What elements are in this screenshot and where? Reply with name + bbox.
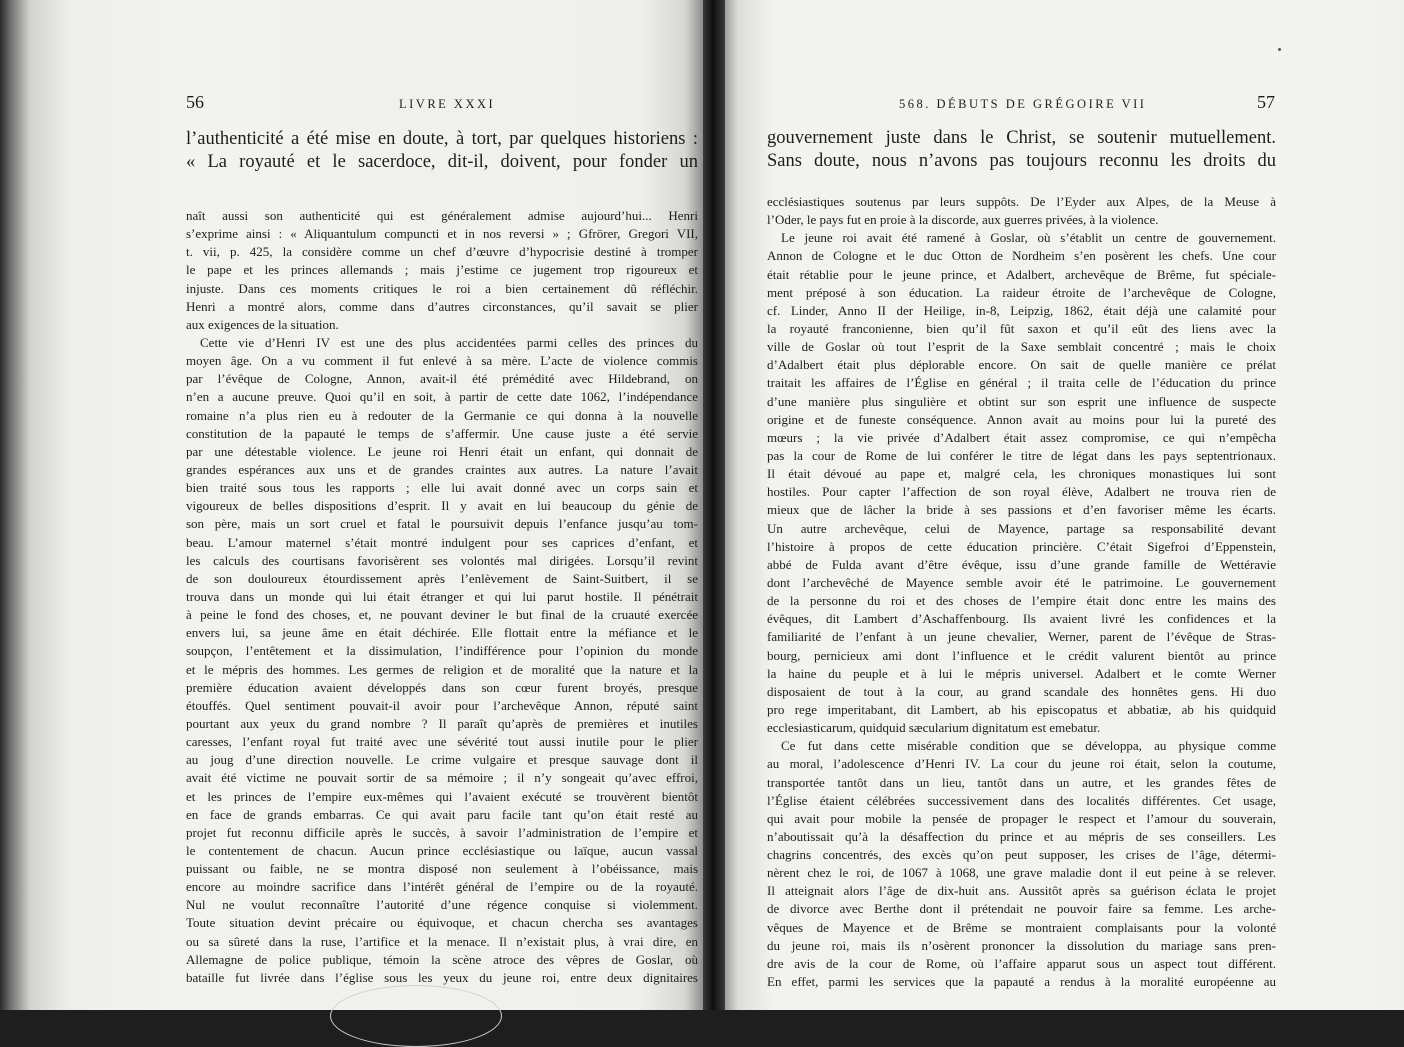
text-line: beau. L’amour maternel s’était montré indulgent pour ses caprices d’enfant, et [186, 534, 698, 550]
text-line: Toute situation devint précaire ou équivoque, et chacun chercha ses avantages [186, 915, 698, 931]
text-line: était rétablie pour le jeune prince, et Adalbert, archevêque de Brême, fut spéciale- [767, 266, 1276, 282]
text-line: aux exigences de la situation. [186, 316, 339, 332]
text-line: naît aussi son authenticité qui est généralement admise aujourd’hui... Henri [186, 208, 698, 223]
text-line: soupçon, l’entêtement et la dissimulation, l’indifférence pour l’opinion du monde [186, 643, 698, 659]
text-line: bataille fut livrée dans l’église sous les yeux du jeune roi, entre deux dignitaires [186, 969, 698, 985]
text-line: la royauté franconienne, bien qu’il fût saxon et qu’il eût des liens avec la [767, 320, 1276, 336]
text-line: les calculs des courtisans favorisèrent ses volontés mal dirigées. Lorsqu’il revint [186, 552, 698, 568]
text-line: disposaient de tout à la cour, au grand scandale des honnêtes gens. Hi duo [767, 683, 1276, 699]
text-line: grandes espérances aux uns et de grandes craintes aux autres. La nature l’avait [186, 461, 698, 477]
main-text-line: l’authenticité a été mise en doute, à tort, par quelques historiens : [186, 129, 698, 149]
text-line: évêques, dit Lambert d’Aschaffenbourg. Ils avaient livré les confidences et la [767, 611, 1276, 627]
main-text-line: gouvernement juste dans le Christ, se soutenir mutuellement. [767, 128, 1276, 148]
text-line: encore au moindre sacrifice dans l’intérêt général de l’empire ou de la royauté. [186, 879, 698, 895]
text-line: s’exprime ainsi : « Aliquantulum compuncti et in nos reversi » ; Gfrörer, Gregori VII, [186, 226, 698, 242]
text-line: Nul ne voulut reconnaître l’autorité d’une régence conquise si violemment. [186, 897, 698, 913]
text-line: transportée tantôt dans un lieu, tantôt dans un autre, et les grandes fêtes de [767, 774, 1276, 790]
text-line: mieux que de lâcher la bride à ses passions et d’en favoriser même les écarts. [767, 502, 1276, 518]
right-running-head: 568. DÉBUTS DE GRÉGOIRE VII [899, 97, 1147, 111]
text-line: nèrent chez le roi, de 1067 à 1068, une grave maladie dont il eut peine à se relever. [767, 865, 1276, 881]
text-line: bien traité sous tous les rapports ; elle lui avait donné avec un corps sain et [186, 480, 698, 496]
text-line: étouffés. Quel sentiment pouvait-il avoir pour l’archevêque Annon, réputé saint [186, 697, 698, 713]
text-line: et le mépris des hommes. Les germes de religion et de moralité que la nature et la [186, 661, 698, 677]
text-line: moyen âge. On a vu comment il fut enlevé à sa mère. L’acte de violence commis [186, 353, 698, 369]
text-line: En effet, parmi les services que la papauté a rendus à la moralité européenne au [767, 974, 1276, 990]
text-line: dre avis de la cour de Rome, où l’affaire apparut sous un aspect tout différent. [767, 955, 1276, 971]
main-text-line: Sans doute, nous n’avons pas toujours reconnu les droits du [767, 151, 1276, 171]
text-line: Il était dévoué au pape et, malgré cela, les chroniques monastiques lui sont [767, 466, 1276, 482]
text-line: pas la cour de Rome de lui conférer le titre de légat dans les pays septentrionaux. [767, 447, 1276, 463]
text-line: de son douloureux étourdissement après l’enlèvement de Saint-Suitbert, il se [186, 570, 698, 586]
text-line: du jeune roi, mais ils n’osèrent prononcer la dissolution du mariage sans pren- [767, 937, 1276, 953]
text-line: dont l’archevêché de Mayence semble avoir été le patrimoine. Le gouvernement [767, 574, 1276, 590]
text-line: à peine le fond des choses, et, ne pouvant deviner le but final de la cruauté exercée [186, 607, 698, 623]
text-line: cf. Linder, Anno II der Heilige, in-8, Leipzig, 1862, était déjà une calamité pour [767, 302, 1276, 318]
text-line: pourtant aux yeux du grand nombre ? Il paraît qu’après de premières et inutiles [186, 715, 698, 731]
text-line: pro rege imperitabant, dit Lambert, ab his episcopatus et abbatiæ, ab his quidquid [767, 701, 1276, 717]
text-line: Annon de Cologne et le duc Otton de Nordheim s’en posèrent les chefs. Une cour [767, 248, 1276, 264]
text-line: son père, mais un sort cruel et fatal le poursuivit depuis l’enfance jusqu’au tom- [186, 516, 698, 532]
text-line: ville de Goslar où tout l’esprit de la Saxe semblait concentré ; mais le choix [767, 339, 1276, 355]
text-line: Il atteignait alors l’âge de dix-huit ans. Aussitôt après sa guérison éclata le projet [767, 883, 1276, 899]
text-line: caresses, l’enfant royal fut traité avec une sévérité tout aussi inutile pour le plier [186, 734, 698, 750]
right-page-number: 57 [1257, 92, 1275, 112]
left-page-number: 56 [186, 92, 204, 112]
left-page-header [186, 94, 696, 114]
text-line: t. vii, p. 425, la considère comme un chef d’œuvre d’hypocrisie destiné à tromper [186, 244, 698, 260]
right-page [712, 0, 1404, 1010]
text-line: de divorce avec Berthe dont il prétendait ne pouvoir faire sa femme. Les arche- [767, 901, 1276, 917]
text-line: d’Adalbert était plus déplorable encore. On sait de quelle manière ce prélat [767, 357, 1276, 373]
text-line: constitution de la papauté le temps de s’affermir. Une cause juste a été servie [186, 425, 698, 441]
right-body-text [767, 193, 1276, 991]
paper-speck [1278, 48, 1281, 51]
text-line: familiarité de l’enfant à un jeune chevalier, Werner, parent de l’évêque de Stras- [767, 629, 1276, 645]
main-text-line: « La royauté et le sacerdoce, dit-il, doivent, pour fonder un [186, 152, 698, 172]
text-line: chagrins concentrés, des excès qu’on peut supposer, les crises de l’âge, détermi- [767, 847, 1276, 863]
library-stamp [330, 985, 502, 1047]
text-line: Allemagne de police publique, témoin la scène atroce des vêpres de Goslar, où [186, 951, 698, 967]
text-line: bourg, pernicieux ami dont l’influence et le crédit valurent bientôt au prince [767, 647, 1276, 663]
text-line: en face de grands embarras. Ce qui avait paru facile tant qu’on était resté au [186, 806, 698, 822]
text-line: l’Église étaient célébrées successivement dans des localités différentes. Cet usage, [767, 792, 1276, 808]
text-line: et les princes de l’empire eux-mêmes qui l’avaient exécuté se trouvèrent bientôt [186, 788, 698, 804]
text-line: de la personne du roi et des choses de l’empire était donc entre les mains des [767, 593, 1276, 609]
text-line: Ce fut dans cette misérable condition que se développa, au physique comme [781, 738, 1276, 754]
text-line: première éducation avaient développés dans son cœur furent broyés, presque [186, 679, 698, 695]
text-line: Cette vie d’Henri IV est une des plus accidentées parmi celles des princes du [200, 334, 698, 350]
text-line: d’une manière plus singulière et obtint sur son esprit une influence de suspecte [767, 393, 1276, 409]
left-main-text [186, 128, 698, 174]
text-line: qui avait pour mobile la pensée de propager le respect et l’amour du souverain, [767, 810, 1276, 826]
text-line: romaine n’a plus rien eu à redouter de la Germanie ce qui donna à la nouvelle [186, 407, 698, 423]
text-line: ou sa sûreté dans la ruse, l’artifice et la menace. Il n’existait plus, à vrai dire, en [186, 933, 698, 949]
text-line: mœurs ; la vie privée d’Adalbert était assez compromise, ce qui n’empêcha [767, 429, 1276, 445]
left-running-head: LIVRE XXXI [399, 97, 496, 111]
text-line: Henri a montré alors, comme dans d’autres circonstances, qu’il savait se plier [186, 298, 698, 314]
text-line: origine et de funeste conséquence. Annon avait au moins pour lui la pureté des [767, 411, 1276, 427]
text-line: ment préposé à son éducation. La raideur étroite de l’archevêque de Cologne, [767, 284, 1276, 300]
text-line: le pape et les princes allemands ; mais j’estime ce jugement trop rigoureux et [186, 262, 698, 278]
text-line: traitait les affaires de l’Église en général ; il traita celle de l’éducation du prince [767, 375, 1276, 391]
book-spine [703, 0, 725, 1010]
text-line: vigoureux de belles dispositions d’esprit. Il y avait en lui beaucoup du génie de [186, 498, 698, 514]
text-line: abbé de Fulda avant d’être évêque, issu d’une grande famille de Wettéravie [767, 556, 1276, 572]
text-line: trouva dans un monde qui lui était étranger et qui lui parut hostile. Il pénétrait [186, 588, 698, 604]
text-line: avait été victime ne pouvait sortir de sa mémoire ; il n’y songeait qu’avec effroi, [186, 770, 698, 786]
text-line: projet fut reconnu difficile après le succès, à savoir l’administration de l’empire et [186, 824, 698, 840]
text-line: ecclesiasticarum, quidquid sæcularium dignitatum est emebatur. [767, 720, 1101, 736]
text-line: n’en a aucune preuve. Quoi qu’il en soit, à partir de cette date 1062, l’indépendance [186, 389, 698, 405]
left-body-text [186, 207, 698, 987]
text-line: au joug d’une direction nouvelle. Le crime vulgaire et presque sauvage dont il [186, 752, 698, 768]
text-line: envers lui, sa jeune âme en était déchirée. Elle flottait entre la méfiance et le [186, 625, 698, 641]
text-line: vêques de Mayence et de Brême se montraient complaisants pour la volonté [767, 919, 1276, 935]
text-line: par une détestable violence. Le jeune roi Henri était un enfant, qui donnait de [186, 443, 698, 459]
text-line: n’aboutissait qu’à la désaffection du prince et au mépris de ses conseillers. Les [767, 828, 1276, 844]
text-line: au moral, l’adolescence d’Henri IV. La cour du jeune roi était, selon la coutume, [767, 756, 1276, 772]
text-line: ecclésiastiques soutenus par leurs suppôts. De l’Eyder aux Alpes, de la Meuse à [767, 194, 1276, 209]
text-line: Un autre archevêque, celui de Mayence, partage sa responsabilité devant [767, 520, 1276, 536]
text-line: puissant ou faible, ne se montra disposé non seulement à l’obéissance, mais [186, 861, 698, 877]
text-line: l’histoire à propos de cette éducation princière. C’était Sigefroi d’Eppenstein, [767, 538, 1276, 554]
text-line: par l’évêque de Cologne, Annon, avait-il été prémédité avec Hildebrand, on [186, 371, 698, 387]
text-line: hostiles. Pour capter l’affection de son royal élève, Adalbert ne trouva rien de [767, 484, 1276, 500]
text-line: l’Oder, le pays fut en proie à la discorde, aux guerres privées, à la violence. [767, 212, 1159, 228]
text-line: injuste. Dans ces moments critiques le roi a bien certainement dû réfléchir. [186, 280, 698, 296]
right-page-header [766, 94, 1291, 114]
text-line: Le jeune roi avait été ramené à Goslar, où s’établit un centre de gouvernement. [781, 230, 1276, 246]
text-line: le contentement de chacun. Aucun prince ecclésiastique ou laïque, aucun vassal [186, 842, 698, 858]
right-main-text [767, 127, 1276, 173]
text-line: la haine du peuple et à lui le mépris universel. Adalbert et le comte Werner [767, 665, 1276, 681]
left-page [0, 0, 712, 1010]
